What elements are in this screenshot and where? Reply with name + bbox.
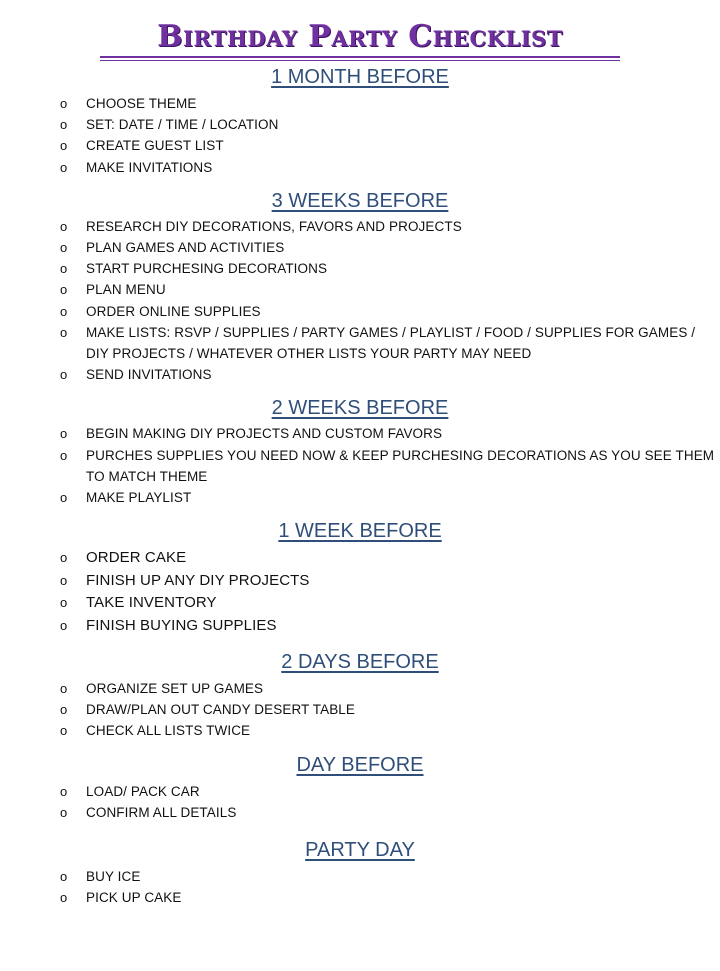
checklist [0, 678, 720, 742]
item-text: SET: DATE / TIME / LOCATION [86, 117, 279, 133]
list-item [0, 678, 720, 699]
circle-bullet-icon: o [60, 550, 68, 566]
circle-bullet-icon: o [60, 426, 68, 442]
item-text: MAKE LISTS: RSVP / SUPPLIES / PARTY GAMES / PLAYLIST / FOOD / SUPPLIES FOR GAMES / DIY PROJECTS / WHATEVER OTHER LISTS YOUR PARTY MAY NEED [86, 324, 696, 362]
circle-bullet-icon: o [60, 96, 68, 111]
circle-bullet-icon: o [60, 490, 68, 506]
section-party-day [0, 838, 720, 908]
checklist [0, 423, 720, 508]
circle-bullet-icon: o [60, 159, 68, 175]
item-text: CHOOSE THEME [86, 96, 197, 111]
item-text: BEGIN MAKING DIY PROJECTS AND CUSTOM FAVORS [86, 426, 443, 442]
section-heading: 1 WEEK BEFORE [278, 520, 442, 543]
list-item [0, 699, 720, 720]
section-2-weeks-before [0, 396, 720, 508]
item-text: CONFIRM ALL DETAILS [86, 805, 237, 821]
item-text: CHECK ALL LISTS TWICE [86, 723, 251, 739]
list-item [0, 279, 720, 300]
circle-bullet-icon: o [60, 367, 68, 383]
checklist [0, 93, 720, 178]
section-heading: PARTY DAY [305, 838, 415, 861]
list-item [0, 547, 720, 570]
item-text: MAKE INVITATIONS [86, 159, 213, 175]
checklist [0, 547, 720, 637]
item-text: PICK UP CAKE [86, 889, 182, 905]
circle-bullet-icon: o [60, 680, 68, 696]
list-item [0, 570, 720, 593]
list-item [0, 301, 720, 322]
list-item [0, 866, 720, 887]
circle-bullet-icon: o [60, 868, 68, 884]
item-text: FINISH BUYING SUPPLIES [86, 617, 277, 635]
list-item [0, 216, 720, 237]
circle-bullet-icon: o [60, 117, 68, 133]
list-item [0, 114, 720, 135]
circle-bullet-icon: o [60, 889, 68, 905]
item-text: SEND INVITATIONS [86, 367, 212, 383]
item-text: MAKE PLAYLIST [86, 490, 192, 506]
item-text: PLAN GAMES AND ACTIVITIES [86, 240, 285, 256]
item-text: RESEARCH DIY DECORATIONS, FAVORS AND PROJECTS [86, 218, 462, 234]
circle-bullet-icon: o [60, 805, 68, 821]
section-1-week-before [0, 519, 720, 637]
item-text: ORGANIZE SET UP GAMES [86, 680, 264, 696]
circle-bullet-icon: o [60, 618, 68, 634]
item-text: START PURCHESING DECORATIONS [86, 261, 328, 277]
list-item [0, 487, 720, 508]
item-text: CREATE GUEST LIST [86, 138, 224, 154]
item-text: TAKE INVENTORY [86, 594, 217, 612]
list-item [0, 364, 720, 385]
list-item [0, 445, 720, 487]
section-2-days-before [0, 650, 720, 742]
circle-bullet-icon: o [60, 240, 68, 256]
circle-bullet-icon: o [60, 261, 68, 277]
item-text: PURCHES SUPPLIES YOU NEED NOW & KEEP PURCHESING DECORATIONS AS YOU SEE THEM TO MATCH THEME [86, 447, 715, 484]
circle-bullet-icon: o [60, 303, 68, 319]
list-item [0, 93, 720, 114]
circle-bullet-icon: o [60, 282, 68, 298]
circle-bullet-icon: o [60, 447, 68, 463]
list-item [0, 135, 720, 156]
circle-bullet-icon: o [60, 138, 68, 154]
page-title: Birthday Party Checklist [157, 19, 563, 54]
section-heading: 2 WEEKS BEFORE [271, 397, 449, 420]
item-text: ORDER ONLINE SUPPLIES [86, 303, 261, 319]
circle-bullet-icon: o [60, 218, 68, 234]
checklist [0, 866, 720, 908]
section-heading: 3 WEEKS BEFORE [271, 189, 449, 212]
item-text: LOAD/ PACK CAR [86, 784, 200, 800]
item-text: ORDER CAKE [86, 549, 187, 567]
circle-bullet-icon: o [60, 723, 68, 739]
list-item [0, 615, 720, 638]
section-heading: 1 MONTH BEFORE [271, 66, 449, 88]
checklist [0, 781, 720, 823]
circle-bullet-icon: o [60, 701, 68, 717]
item-text: FINISH UP ANY DIY PROJECTS [86, 571, 310, 589]
list-item [0, 802, 720, 823]
item-text: BUY ICE [86, 868, 141, 884]
list-item [0, 423, 720, 444]
circle-bullet-icon: o [60, 572, 68, 588]
item-text: DRAW/PLAN OUT CANDY DESERT TABLE [86, 701, 356, 717]
list-item [0, 887, 720, 908]
title-underline [100, 56, 620, 61]
section-heading: DAY BEFORE [296, 754, 424, 777]
list-item [0, 592, 720, 615]
list-item [0, 720, 720, 741]
section-heading: 2 DAYS BEFORE [281, 650, 439, 673]
list-item [0, 237, 720, 258]
list-item [0, 322, 720, 364]
list-item [0, 157, 720, 178]
circle-bullet-icon: o [60, 784, 68, 800]
item-text: PLAN MENU [86, 282, 166, 298]
section-day-before [0, 753, 720, 823]
section-3-weeks-before [0, 189, 720, 386]
checklist [0, 216, 720, 386]
circle-bullet-icon: o [60, 324, 68, 340]
section-1-month-before [0, 65, 720, 178]
list-item [0, 258, 720, 279]
list-item [0, 781, 720, 802]
circle-bullet-icon: o [60, 595, 68, 611]
